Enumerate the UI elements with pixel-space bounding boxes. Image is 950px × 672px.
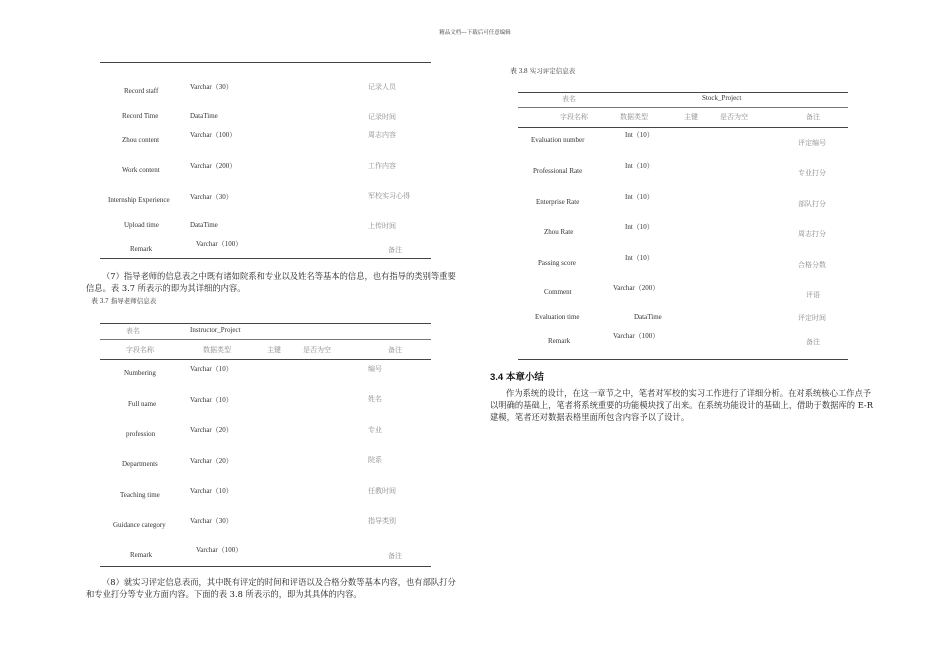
field-name: Passing score xyxy=(538,259,576,267)
data-type: Varchar（200） xyxy=(190,162,237,170)
field-name: Full name xyxy=(128,400,157,408)
data-type: Int（10） xyxy=(625,223,654,231)
data-type: Varchar（30） xyxy=(190,193,233,201)
col-header-type: 数据类型 xyxy=(203,346,231,354)
field-note: 任教时间 xyxy=(368,487,396,495)
data-type: Int（10） xyxy=(625,162,654,170)
data-type: Varchar（30） xyxy=(190,517,233,525)
field-name: Internship Experience xyxy=(108,196,170,204)
field-note: 备注 xyxy=(388,246,402,254)
section-summary-paragraph: 作为系统的设计，在这一章节之中，笔者对军校的实习工作进行了详细分析。在对系统核心工作点予以明确的基础上，笔者将系统重要的功能模块找了出来。在系统功能设计的基础上，借助于数据库的 E-R 建模，笔者还对数据表格里面所包含内容予以了设计。 xyxy=(490,388,873,422)
field-name: Evaluation time xyxy=(535,313,580,321)
col-header-note: 备注 xyxy=(806,113,820,121)
field-name: Record staff xyxy=(124,87,159,95)
data-type: Varchar（10） xyxy=(190,487,233,495)
field-name: Enterprise Rate xyxy=(536,198,580,206)
section-heading: 3.4 本章小结 xyxy=(490,372,544,383)
field-note: 评语 xyxy=(806,291,820,299)
field-name: Departments xyxy=(122,460,158,468)
data-type: Varchar（200） xyxy=(613,284,660,292)
paragraph-7: （7）指导老师的信息表之中既有诸如院系和专业以及姓名等基本的信息，也有指导的类别等重要信息。表 3.7 所表示的即为其详细的内容。 xyxy=(86,271,456,293)
data-type: Varchar（20） xyxy=(190,426,233,434)
table-name-value: Instructor_Project xyxy=(190,326,241,334)
col-header-nullable: 是否为空 xyxy=(720,113,748,121)
field-name: Guidance category xyxy=(113,521,166,529)
field-name: Numbering xyxy=(124,369,156,377)
field-note: 部队打分 xyxy=(798,200,826,208)
data-type: DataTime xyxy=(190,221,218,229)
field-note: 指导类别 xyxy=(368,517,396,525)
table-top-rule xyxy=(100,62,431,63)
field-name: Upload time xyxy=(124,221,159,229)
header-top-rule xyxy=(518,107,848,108)
field-name: profession xyxy=(126,430,156,438)
field-name: Record Time xyxy=(122,112,159,120)
field-note: 院系 xyxy=(368,456,382,464)
field-name: Teaching time xyxy=(120,491,160,499)
table-bottom-rule xyxy=(518,359,848,360)
data-type: Varchar（30） xyxy=(190,83,233,91)
table-name-label: 表名 xyxy=(126,327,140,335)
col-header-pk: 主键 xyxy=(267,346,281,354)
field-note: 记录人员 xyxy=(368,83,396,91)
caption-number: 表 3.8 xyxy=(510,67,528,75)
field-name: Comment xyxy=(544,288,572,296)
field-name: Remark xyxy=(130,245,153,253)
field-note: 工作内容 xyxy=(368,162,396,170)
field-note: 记录时间 xyxy=(368,113,396,121)
data-type: Int（10） xyxy=(625,254,654,262)
table-name-value: Stock_Project xyxy=(702,94,742,102)
field-name: Work content xyxy=(122,166,160,174)
field-name: Professional Rate xyxy=(533,167,583,175)
field-note: 合格分数 xyxy=(798,261,826,269)
field-note: 评定时间 xyxy=(798,314,826,322)
paragraph-8: （8）就实习评定信息表而，其中既有评定的时间和评语以及合格分数等基本内容，也有部队打分和专业打分等专业方面内容。下面的表 3.8 所表示的，即为其具体的内容。 xyxy=(86,577,456,599)
table-bottom-rule xyxy=(100,258,431,259)
field-note: 周志内容 xyxy=(368,131,396,139)
col-header-type: 数据类型 xyxy=(620,113,648,121)
table-name-label: 表名 xyxy=(562,95,576,103)
field-note: 备注 xyxy=(806,338,820,346)
field-name: Zhou Rate xyxy=(544,228,574,236)
table-bottom-rule xyxy=(100,566,431,567)
header-bottom-rule xyxy=(518,127,848,128)
col-header-pk: 主键 xyxy=(684,113,698,121)
caption-title: 指导老师信息表 xyxy=(110,297,157,305)
table-caption xyxy=(510,66,575,76)
header-top-rule xyxy=(100,339,431,340)
data-type: DataTime xyxy=(634,313,662,321)
table-top-rule xyxy=(100,323,431,324)
data-type: Int（10） xyxy=(625,131,654,139)
field-note: 专业打分 xyxy=(798,169,826,177)
field-name: Remark xyxy=(548,337,571,345)
col-header-field: 字段名称 xyxy=(560,113,588,121)
field-note: 上传时间 xyxy=(368,222,396,230)
table-top-rule xyxy=(518,92,848,93)
data-type: Varchar（100） xyxy=(613,332,660,340)
field-note: 姓名 xyxy=(368,395,382,403)
data-type: Varchar（10） xyxy=(190,396,233,404)
field-note: 编号 xyxy=(368,365,382,373)
data-type: Varchar（10） xyxy=(190,365,233,373)
field-name: Evaluation number xyxy=(531,136,585,144)
caption-number: 表 3.7 xyxy=(91,297,109,305)
field-note: 备注 xyxy=(388,552,402,560)
data-type: Varchar（100） xyxy=(190,131,237,139)
data-type: Varchar（20） xyxy=(190,457,233,465)
field-note: 评定编号 xyxy=(798,139,826,147)
caption-title: 实习评定信息表 xyxy=(529,67,576,75)
field-note: 军校实习心得 xyxy=(368,192,410,200)
page-header: 精品文档---下载后可任意编辑 xyxy=(439,30,511,36)
field-name: Remark xyxy=(130,551,153,559)
header-bottom-rule xyxy=(100,359,431,360)
table-caption xyxy=(91,296,156,306)
col-header-nullable: 是否为空 xyxy=(303,346,331,354)
data-type: Int（10） xyxy=(625,193,654,201)
col-header-field: 字段名称 xyxy=(126,346,154,354)
field-note: 周志打分 xyxy=(798,230,826,238)
data-type: Varchar（100） xyxy=(196,546,243,554)
field-note: 专业 xyxy=(368,426,382,434)
col-header-note: 备注 xyxy=(388,346,402,354)
data-type: Varchar（100） xyxy=(196,240,243,248)
data-type: DataTime xyxy=(190,112,218,120)
field-name: Zhou content xyxy=(122,136,160,144)
